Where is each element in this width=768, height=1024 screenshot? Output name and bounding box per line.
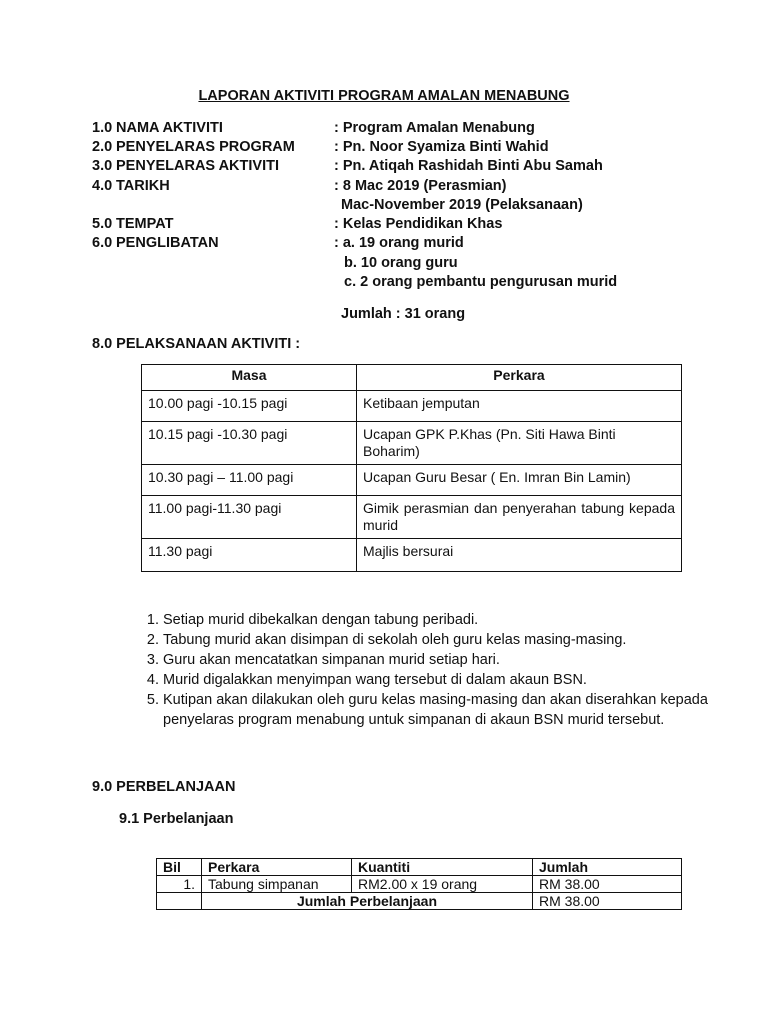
cell-perkara: Ucapan Guru Besar ( En. Imran Bin Lamin)	[357, 465, 682, 496]
info-number: 3.0	[92, 158, 113, 174]
list-item: 3. Guru akan mencatatkan simpanan murid setiap hari.	[163, 650, 723, 670]
list-item: 4. Murid digalakkan menyimpan wang tersebut di dalam akaun BSN.	[163, 670, 723, 690]
info-value-nama-aktiviti: : Program Amalan Menabung	[334, 120, 535, 136]
cell-perkara: Ucapan GPK P.Khas (Pn. Siti Hawa Binti Boharim)	[357, 422, 682, 465]
cell-total-value: RM 38.00	[533, 893, 682, 910]
info-label: NAMA AKTIVITI	[116, 120, 223, 136]
list-item: 2. Tabung murid akan disimpan di sekolah oleh guru kelas masing-masing.	[163, 630, 723, 650]
info-row-nama-aktiviti	[92, 118, 223, 138]
cell-perkara: Majlis bersurai	[357, 539, 682, 572]
info-number: 4.0	[92, 178, 113, 194]
section-8-heading: 8.0 PELAKSANAAN AKTIVITI :	[92, 336, 301, 352]
info-row-tempat	[92, 214, 173, 234]
cell-masa: 10.15 pagi -10.30 pagi	[142, 422, 357, 465]
section-9-heading: 9.0 PERBELANJAAN	[92, 779, 236, 795]
info-number: 1.0	[92, 120, 113, 136]
header-perkara: Perkara	[202, 859, 352, 876]
info-value-penyelaras-program: : Pn. Noor Syamiza Binti Wahid	[334, 139, 549, 155]
info-value-tarikh: : 8 Mac 2019 (Perasmian)	[334, 178, 507, 194]
jumlah-penglibatan: Jumlah : 31 orang	[341, 306, 466, 322]
info-value-tempat: : Kelas Pendidikan Khas	[334, 216, 503, 232]
table-total-row	[157, 893, 682, 910]
cell-masa: 11.00 pagi-11.30 pagi	[142, 496, 357, 539]
info-number: 2.0	[92, 139, 113, 155]
info-label: TEMPAT	[116, 216, 174, 232]
cell-perkara: Ketibaan jemputan	[357, 391, 682, 422]
info-number: 6.0	[92, 235, 113, 251]
table-row	[142, 539, 682, 572]
cell-bil: 1.	[157, 876, 202, 893]
info-label: TARIKH	[116, 178, 170, 194]
cell-masa: 10.00 pagi -10.15 pagi	[142, 391, 357, 422]
cell-jumlah: RM 38.00	[533, 876, 682, 893]
info-row-tarikh	[92, 176, 170, 196]
info-value-penglibatan-guru: b. 10 orang guru	[344, 255, 458, 271]
info-value-tarikh-pelaksanaan: Mac-November 2019 (Pelaksanaan)	[341, 197, 583, 213]
table-row	[142, 422, 682, 465]
list-item: 1. Setiap murid dibekalkan dengan tabung peribadi.	[163, 610, 723, 630]
table-row	[142, 391, 682, 422]
info-value-penglibatan-pembantu: c. 2 orang pembantu pengurusan murid	[344, 274, 618, 290]
info-value-penglibatan-murid: : a. 19 orang murid	[334, 235, 464, 251]
report-title: LAPORAN AKTIVITI PROGRAM AMALAN MENABUNG	[198, 88, 570, 104]
cell-perkara: Gimik perasmian dan penyerahan tabung kepada murid	[357, 496, 682, 539]
header-masa: Masa	[142, 365, 357, 391]
info-label: PENYELARAS PROGRAM	[116, 139, 295, 155]
info-label: PENYELARAS AKTIVITI	[116, 158, 280, 174]
info-label: PENGLIBATAN	[116, 235, 219, 251]
info-row-penglibatan	[92, 233, 219, 253]
cell-empty	[157, 893, 202, 910]
info-number: 5.0	[92, 216, 113, 232]
expense-table	[156, 858, 682, 910]
schedule-table	[141, 364, 682, 572]
table-row	[142, 465, 682, 496]
cell-kuantiti: RM2.00 x 19 orang	[352, 876, 533, 893]
header-jumlah: Jumlah	[533, 859, 682, 876]
table-header-row	[142, 365, 682, 391]
cell-masa: 10.30 pagi – 11.00 pagi	[142, 465, 357, 496]
table-row	[157, 876, 682, 893]
table-header-row	[157, 859, 682, 876]
table-row	[142, 496, 682, 539]
cell-masa: 11.30 pagi	[142, 539, 357, 572]
header-perkara: Perkara	[357, 365, 682, 391]
section-9-1-subheading: 9.1 Perbelanjaan	[119, 811, 234, 827]
header-kuantiti: Kuantiti	[352, 859, 533, 876]
info-row-penyelaras-program	[92, 137, 295, 157]
info-value-penyelaras-aktiviti: : Pn. Atiqah Rashidah Binti Abu Samah	[334, 158, 603, 174]
header-bil: Bil	[157, 859, 202, 876]
list-item: 5. Kutipan akan dilakukan oleh guru kelas masing-masing dan akan diserahkan kepada penyelaras program menabung untuk simpanan di akaun BSN murid tersebut.	[163, 690, 723, 730]
info-row-penyelaras-aktiviti	[92, 156, 279, 176]
cell-perkara: Tabung simpanan	[202, 876, 352, 893]
notes-list	[141, 610, 723, 730]
cell-total-label: Jumlah Perbelanjaan	[202, 893, 533, 910]
